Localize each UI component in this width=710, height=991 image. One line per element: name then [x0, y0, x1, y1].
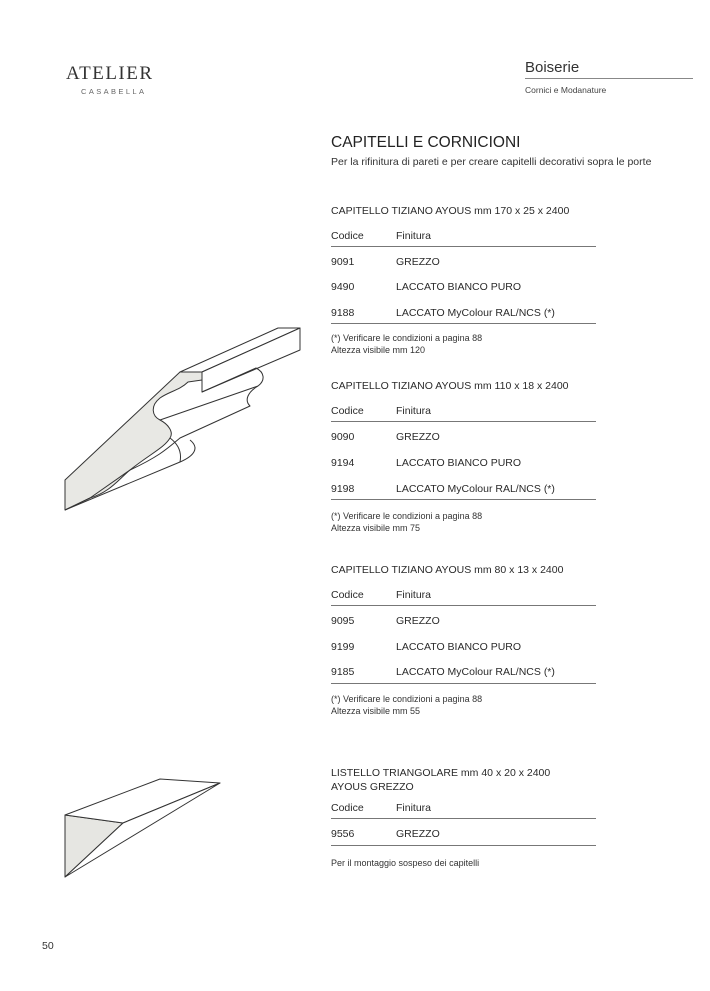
section-subtitle: Cornici e Modanature — [525, 85, 607, 95]
page-number: 50 — [42, 940, 54, 952]
product-note: (*) Verificare le condizioni a pagina 88 — [331, 694, 483, 704]
product-title: CAPITELLO TIZIANO AYOUS mm 170 x 25 x 2400 — [331, 205, 570, 217]
table-rule — [331, 421, 596, 422]
header-finish: Finitura — [396, 589, 432, 601]
row-code: 9490 — [331, 281, 355, 293]
cornice-illustration — [60, 320, 310, 520]
row-finish: GREZZO — [396, 431, 440, 443]
row-finish: LACCATO MyColour RAL/NCS (*) — [396, 483, 555, 495]
table-rule — [331, 323, 596, 324]
table-rule — [331, 499, 596, 500]
header-code: Codice — [331, 802, 364, 814]
row-finish: LACCATO MyColour RAL/NCS (*) — [396, 666, 555, 678]
row-code: 9556 — [331, 828, 355, 840]
header-finish: Finitura — [396, 802, 432, 814]
row-finish: LACCATO MyColour RAL/NCS (*) — [396, 307, 555, 319]
row-finish: GREZZO — [396, 828, 440, 840]
row-finish: LACCATO BIANCO PURO — [396, 641, 522, 653]
table-rule — [331, 683, 596, 684]
table-rule — [331, 246, 596, 247]
page-intro: Per la rifinitura di pareti e per creare capitelli decorativi sopra le porte — [331, 156, 652, 168]
product-note: Altezza visibile mm 55 — [331, 706, 421, 716]
product-note: (*) Verificare le condizioni a pagina 88 — [331, 333, 483, 343]
row-code: 9199 — [331, 641, 355, 653]
product-note: Altezza visibile mm 120 — [331, 345, 426, 355]
table-rule — [331, 605, 596, 606]
row-finish: LACCATO BIANCO PURO — [396, 457, 522, 469]
listello-illustration — [60, 775, 230, 885]
row-code: 9090 — [331, 431, 355, 443]
product-title-line2: AYOUS GREZZO — [331, 781, 414, 793]
section-rule — [525, 78, 693, 79]
product-note: Per il montaggio sospeso dei capitelli — [331, 858, 480, 868]
row-code: 9188 — [331, 307, 355, 319]
product-note: Altezza visibile mm 75 — [331, 523, 421, 533]
row-code: 9185 — [331, 666, 355, 678]
product-title: CAPITELLO TIZIANO AYOUS mm 110 x 18 x 2400 — [331, 380, 569, 392]
row-finish: GREZZO — [396, 256, 440, 268]
row-code: 9198 — [331, 483, 355, 495]
table-rule — [331, 845, 596, 846]
row-code: 9194 — [331, 457, 355, 469]
product-title: CAPITELLO TIZIANO AYOUS mm 80 x 13 x 2400 — [331, 564, 564, 576]
product-title: LISTELLO TRIANGOLARE mm 40 x 20 x 2400 — [331, 767, 551, 779]
row-finish: LACCATO BIANCO PURO — [396, 281, 522, 293]
product-note: (*) Verificare le condizioni a pagina 88 — [331, 511, 483, 521]
brand-logo: ATELIER — [66, 63, 154, 84]
row-finish: GREZZO — [396, 615, 440, 627]
row-code: 9095 — [331, 615, 355, 627]
header-code: Codice — [331, 589, 364, 601]
header-finish: Finitura — [396, 405, 432, 417]
table-rule — [331, 818, 596, 819]
brand-sub: CASABELLA — [81, 87, 147, 96]
row-code: 9091 — [331, 256, 355, 268]
section-title: Boiserie — [525, 59, 580, 76]
header-code: Codice — [331, 230, 364, 242]
header-finish: Finitura — [396, 230, 432, 242]
page-title: CAPITELLI E CORNICIONI — [331, 134, 521, 151]
header-code: Codice — [331, 405, 364, 417]
